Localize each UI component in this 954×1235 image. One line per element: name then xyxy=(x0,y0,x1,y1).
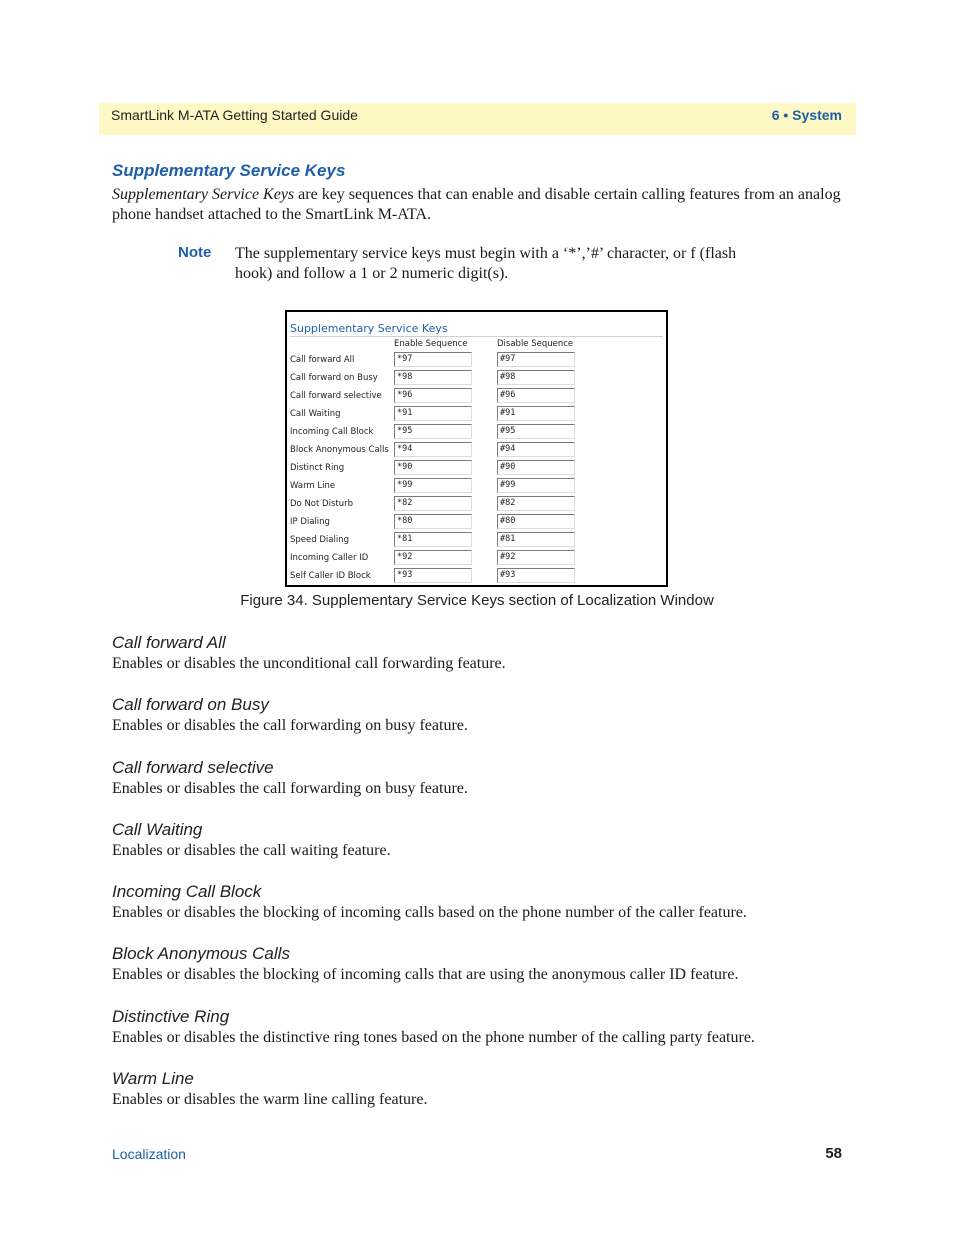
disable-sequence-input[interactable]: #80 xyxy=(497,514,575,529)
enable-sequence-input[interactable]: *91 xyxy=(394,406,472,421)
service-key-row xyxy=(290,513,660,531)
service-key-label: Do Not Disturb xyxy=(290,499,353,509)
feature-item xyxy=(112,943,852,1005)
enable-sequence-input[interactable]: *95 xyxy=(394,424,472,439)
feature-description: Enables or disables the call forwarding on busy feature. xyxy=(112,779,468,797)
service-key-label: Distinct Ring xyxy=(290,463,345,473)
service-key-label: Self Caller ID Block xyxy=(290,571,371,581)
disable-sequence-input[interactable]: #98 xyxy=(497,370,575,385)
service-key-row xyxy=(290,387,660,405)
service-key-row xyxy=(290,459,660,477)
feature-title: Incoming Call Block xyxy=(112,882,262,902)
disable-sequence-input[interactable]: #91 xyxy=(497,406,575,421)
disable-sequence-input[interactable]: #99 xyxy=(497,478,575,493)
figure-caption: Figure 34. Supplementary Service Keys section of Localization Window xyxy=(240,592,714,609)
feature-description: Enables or disables the distinctive ring tones based on the phone number of the calling party feature. xyxy=(112,1028,755,1046)
footer-chapter-link[interactable]: Localization xyxy=(112,1146,186,1162)
figure-divider xyxy=(290,336,663,337)
disable-sequence-input[interactable]: #94 xyxy=(497,442,575,457)
feature-item xyxy=(112,1068,852,1130)
feature-descriptions xyxy=(112,632,852,1130)
service-key-row xyxy=(290,369,660,387)
service-key-row xyxy=(290,567,660,585)
enable-sequence-input[interactable]: *93 xyxy=(394,568,472,583)
feature-description: Enables or disables the call waiting feature. xyxy=(112,841,391,859)
service-key-row xyxy=(290,423,660,441)
enable-sequence-input[interactable]: *97 xyxy=(394,352,472,367)
service-key-label: Warm Line xyxy=(290,481,336,491)
service-key-row xyxy=(290,549,660,567)
disable-sequence-input[interactable]: #97 xyxy=(497,352,575,367)
disable-sequence-input[interactable]: #90 xyxy=(497,460,575,475)
page-number: 58 xyxy=(825,1145,842,1162)
enable-sequence-input[interactable]: *99 xyxy=(394,478,472,493)
feature-title: Call forward All xyxy=(112,633,226,652)
feature-title: Call forward on Busy xyxy=(112,695,269,715)
service-key-row xyxy=(290,477,660,495)
service-key-row xyxy=(290,405,660,423)
intro-paragraph xyxy=(112,185,852,225)
disable-sequence-input[interactable]: #95 xyxy=(497,424,575,439)
figure-screenshot xyxy=(285,310,668,587)
service-key-label: Call forward on Busy xyxy=(290,373,378,383)
enable-sequence-input[interactable]: *92 xyxy=(394,550,472,565)
feature-description: Enables or disables the blocking of incoming calls that are using the anonymous caller ID feature. xyxy=(112,966,739,984)
feature-title: Block Anonymous Calls xyxy=(112,944,290,964)
service-key-label: Incoming Caller ID xyxy=(290,553,369,563)
disable-sequence-input[interactable]: #82 xyxy=(497,496,575,511)
service-key-label: IP Dialing xyxy=(290,517,330,527)
enable-sequence-input[interactable]: *96 xyxy=(394,388,472,403)
enable-sequence-input[interactable]: *98 xyxy=(394,370,472,385)
service-key-label: Speed Dialing xyxy=(290,535,349,545)
feature-item xyxy=(112,632,852,694)
feature-title: Distinctive Ring xyxy=(112,1006,230,1026)
feature-title: Call Waiting xyxy=(112,819,203,839)
feature-item xyxy=(112,1006,852,1068)
enable-sequence-header: Enable Sequence xyxy=(394,339,468,349)
intro-emphasis: Supplementary Service Keys xyxy=(112,186,295,203)
feature-item xyxy=(112,881,852,943)
section-title: Supplementary Service Keys xyxy=(112,161,346,180)
enable-sequence-input[interactable]: *81 xyxy=(394,532,472,547)
feature-description: Enables or disables the warm line calling feature. xyxy=(112,1091,428,1109)
service-key-label: Incoming Call Block xyxy=(290,427,374,437)
service-key-label: Call Waiting xyxy=(290,409,341,419)
intro-text: are key sequences that can enable and disable certain calling features from an analog phone handset attached to the SmartLink M-ATA. xyxy=(112,186,841,223)
feature-title: Call forward selective xyxy=(112,757,274,777)
disable-sequence-header: Disable Sequence xyxy=(497,339,574,349)
disable-sequence-input[interactable]: #96 xyxy=(497,388,575,403)
feature-description: Enables or disables the call forwarding on busy feature. xyxy=(112,717,468,735)
feature-title: Warm Line xyxy=(112,1069,194,1089)
service-key-row xyxy=(290,351,660,369)
feature-item xyxy=(112,757,852,819)
service-key-label: Call forward selective xyxy=(290,391,382,401)
disable-sequence-input[interactable]: #81 xyxy=(497,532,575,547)
header-guide-title: SmartLink M-ATA Getting Started Guide xyxy=(111,107,358,123)
enable-sequence-input[interactable]: *82 xyxy=(394,496,472,511)
feature-description: Enables or disables the unconditional call forwarding feature. xyxy=(112,655,506,672)
service-key-row xyxy=(290,495,660,513)
figure-panel-title: Supplementary Service Keys xyxy=(290,322,448,335)
disable-sequence-input[interactable]: #93 xyxy=(497,568,575,583)
service-key-label: Call forward All xyxy=(290,355,355,365)
feature-description: Enables or disables the blocking of incoming calls based on the phone number of the caller feature. xyxy=(112,904,747,922)
service-key-label: Block Anonymous Calls xyxy=(290,445,389,455)
feature-item xyxy=(112,694,852,756)
feature-item xyxy=(112,819,852,881)
enable-sequence-input[interactable]: *80 xyxy=(394,514,472,529)
enable-sequence-input[interactable]: *90 xyxy=(394,460,472,475)
disable-sequence-input[interactable]: #92 xyxy=(497,550,575,565)
service-key-row xyxy=(290,441,660,459)
header-chapter: 6 • System xyxy=(771,107,842,123)
service-key-row xyxy=(290,531,660,549)
enable-sequence-input[interactable]: *94 xyxy=(394,442,472,457)
note-text: The supplementary service keys must begin with a ‘*’,’#’ character, or f (flash hook) and follow a 1 or 2 numeric digit(s). xyxy=(235,245,737,282)
note-label: Note xyxy=(178,244,212,261)
running-header xyxy=(99,103,856,135)
